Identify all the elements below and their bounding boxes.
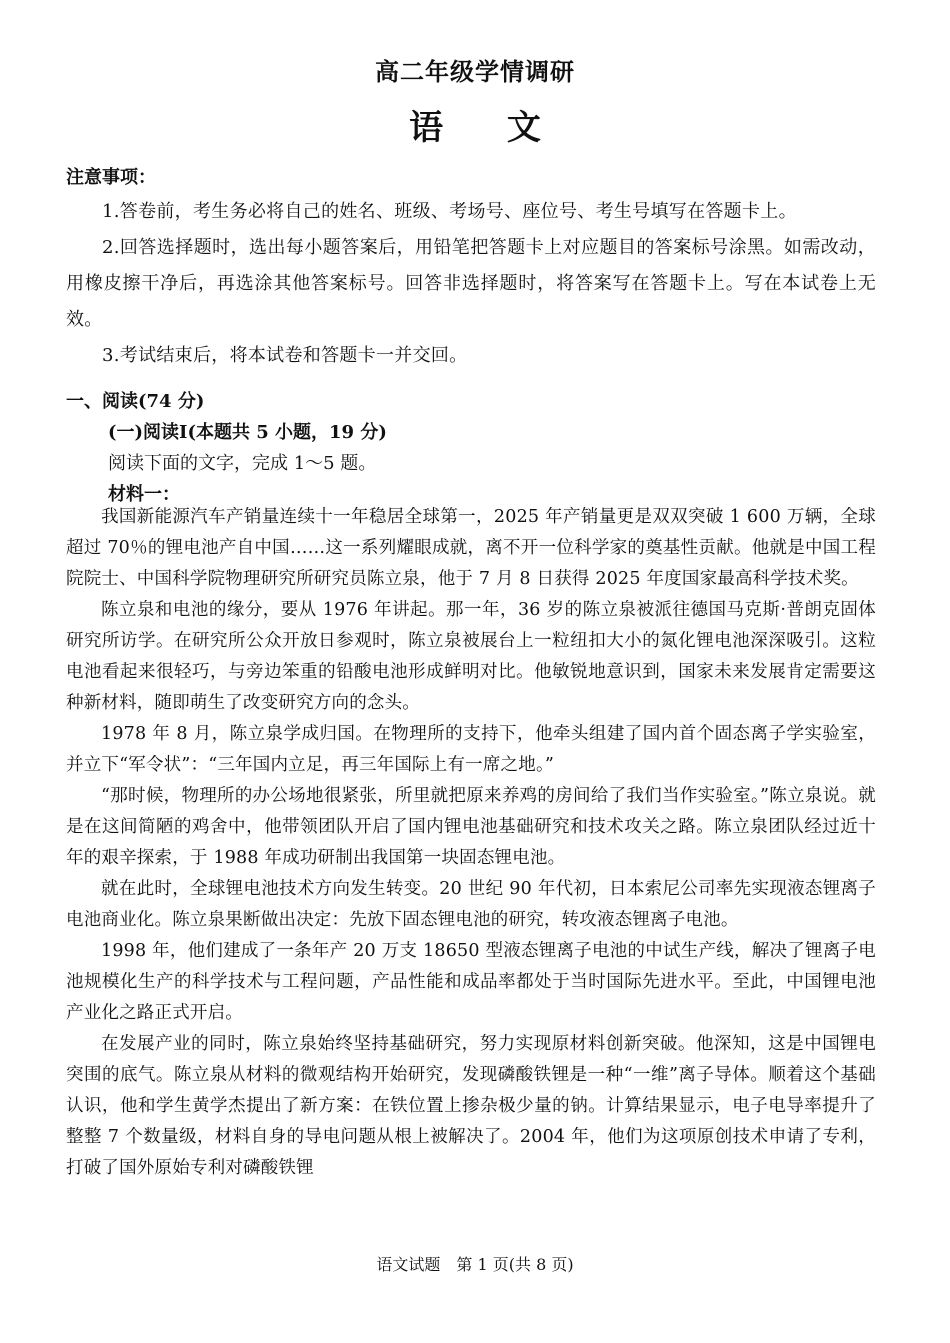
paragraph: 在发展产业的同时，陈立泉始终坚持基础研究，努力实现原材料创新突破。他深知，这是中国锂电突围的底气。陈立泉从材料的微观结构开始研究，发现磷酸铁锂是一种“一维”离子导体。顺着这个基础认识，他和学生黄学杰提出了新方案：在铁位置上掺杂极少量的钠。计算结果显示，电子电导率提升了整整 7 个数量级，材料自身的导电问题从根上被解决了。2004 年，他们为这项原创技术申请了专利，打破了国外原始专利对磷酸铁锂	[66, 1034, 876, 1178]
part-title: 一、阅读(74 分)	[66, 391, 205, 412]
exam-title: 高二年级学情调研	[375, 57, 575, 86]
subject-title: 语 文	[409, 108, 567, 148]
paragraph: 我国新能源汽车产销量连续十一年稳居全球第一，2025 年产销量更是双双突破 1 600 万辆，全球超过 70％的锂电池产自中国……这一系列耀眼成就，离不开一位科学家的奠基性贡献。他就是中国工程院院士、中国科学院物理研究所研究员陈立泉，他于 7 月 8 日获得 2025 年度国家最高科学技术奖。	[66, 507, 876, 589]
sub-title: (一)阅读Ⅰ(本题共 5 小题，19 分)	[108, 422, 387, 443]
notes-heading: 注意事项：	[66, 167, 156, 188]
instruction: 阅读下面的文字，完成 1～5 题。	[108, 453, 377, 474]
paragraph: 陈立泉和电池的缘分，要从 1976 年讲起。那一年，36 岁的陈立泉被派往德国马克斯·普朗克固体研究所访学。在研究所公众开放日参观时，陈立泉被展台上一粒纽扣大小的氮化锂电池深深吸引。这粒电池看起来很轻巧，与旁边笨重的铅酸电池形成鲜明对比。他敏锐地意识到，国家未来发展肯定需要这种新材料，随即萌生了改变研究方向的念头。	[66, 600, 876, 713]
material-label: 材料一：	[108, 484, 180, 505]
article-body	[66, 502, 876, 1184]
page-footer: 语文试题 第 1 页(共 8 页)	[376, 1255, 574, 1274]
section-header	[66, 386, 876, 510]
notes-item: 3.考试结束后，将本试卷和答题卡一并交回。	[102, 345, 468, 366]
paragraph: “那时候，物理所的办公场地很紧张，所里就把原来养鸡的房间给了我们当作实验室。”陈立泉说。就是在这间简陋的鸡舍中，他带领团队开启了国内锂电池基础研究和技术攻关之路。陈立泉团队经过近十年的艰辛探索，于 1988 年成功研制出我国第一块固态锂电池。	[66, 786, 876, 868]
paragraph: 1978 年 8 月，陈立泉学成归国。在物理所的支持下，他牵头组建了国内首个固态离子学实验室，并立下“军令状”：“三年国内立足，再三年国际上有一席之地。”	[66, 724, 876, 775]
paragraph: 1998 年，他们建成了一条年产 20 万支 18650 型液态锂离子电池的中试生产线，解决了锂离子电池规模化生产的科学技术与工程问题，产品性能和成品率都处于当时国际先进水平。至此，中国锂电池产业化之路正式开启。	[66, 941, 876, 1023]
notes-item: 2.回答选择题时，选出每小题答案后，用铅笔把答题卡上对应题目的答案标号涂黑。如需改动，用橡皮擦干净后，再选涂其他答案标号。回答非选择题时，将答案写在答题卡上。写在本试卷上无效。	[66, 237, 876, 330]
paragraph: 就在此时，全球锂电池技术方向发生转变。20 世纪 90 年代初，日本索尼公司率先实现液态锂离子电池商业化。陈立泉果断做出决定：先放下固态锂电池的研究，转攻液态锂离子电池。	[66, 879, 876, 930]
notes-section	[66, 162, 876, 374]
notes-item: 1.答卷前，考生务必将自己的姓名、班级、考场号、座位号、考生号填写在答题卡上。	[102, 201, 797, 222]
